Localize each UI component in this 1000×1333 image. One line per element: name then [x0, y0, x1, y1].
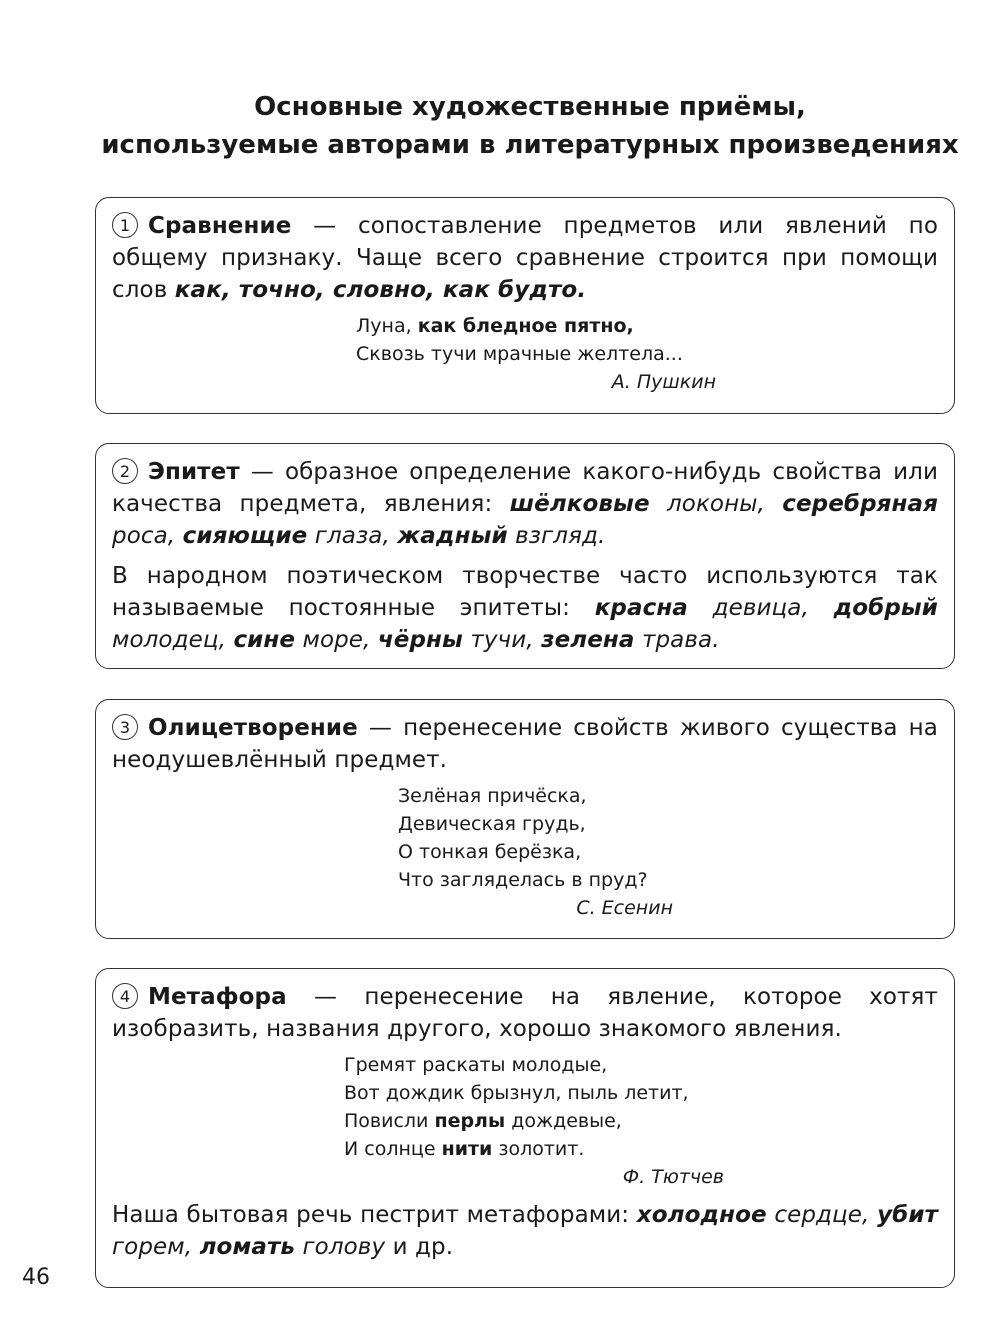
poem-line: Гремят раскаты молодые,	[344, 1054, 608, 1076]
term-comparison: Сравнение	[148, 213, 292, 239]
section-epithet	[95, 443, 955, 669]
title-line-2: используемые авторами в литературных произведениях	[101, 130, 959, 160]
poem-author: С. Есенин	[576, 897, 673, 919]
poem-line: Вот дождик брызнул, пыль летит,	[344, 1082, 689, 1104]
poem-line: Девическая грудь,	[398, 813, 586, 835]
poem-line: Повисли перлы дождевые,	[344, 1110, 622, 1132]
poem-line: Зелёная причёска,	[398, 785, 587, 807]
epithet-folk-paragraph: В народном поэтическом творчестве часто используются так называемые постоянные эпитеты: красна девица, добрый молодец, сине море, чёрны тучи, зелена трава.	[112, 563, 938, 653]
comparison-words: как, точно, словно, как будто.	[174, 277, 587, 303]
title-line-1: Основные художественные приёмы,	[254, 92, 806, 122]
term-personification: Олицетворение	[148, 715, 358, 741]
comparison-text: — сопоставление предметов или явлений по общему признаку. Чаще всего сравнение строится при помощи слов	[112, 213, 938, 303]
personification-definition: 3 Олицетворение — перенесение свойств живого существа на неодушевлённый предмет.	[112, 715, 938, 773]
section-comparison	[95, 197, 955, 414]
section-number-3: 3	[112, 714, 138, 740]
term-epithet: Эпитет	[148, 459, 240, 485]
comparison-definition	[112, 210, 938, 306]
section-metaphor	[95, 968, 955, 1288]
poem-pushkin	[356, 312, 716, 396]
metaphor-everyday-paragraph: Наша бытовая речь пестрит метафорами: холодное сердце, убит горем, ломать голову и др.	[112, 1202, 938, 1260]
poem-tyutchev	[344, 1051, 724, 1191]
poem-author: А. Пушкин	[611, 371, 716, 393]
section-number-2: 2	[112, 458, 138, 484]
poem-esenin	[398, 782, 673, 922]
section-number-1: 1	[112, 212, 138, 238]
poem-line: Сквозь тучи мрачные желтела...	[356, 343, 683, 365]
poem-line: Луна, как бледное пятно,	[356, 315, 634, 337]
epithet-definition: 2 Эпитет — образное определение какого-нибудь свойства или качества предмета, явления: шёлковые локоны, серебряная роса, сияющие глаза, жадный взгляд.	[112, 459, 938, 549]
page-title	[60, 88, 1000, 164]
section-personification	[95, 699, 955, 939]
poem-author: Ф. Тютчев	[622, 1166, 724, 1188]
poem-line: И солнце нити золотит.	[344, 1138, 585, 1160]
page-number: 46	[22, 1265, 50, 1290]
metaphor-definition: 4 Метафора — перенесение на явление, которое хотят изобразить, названия другого, хорошо знакомого явления.	[112, 984, 938, 1042]
term-metaphor: Метафора	[148, 984, 287, 1010]
poem-line: О тонкая берёзка,	[398, 841, 582, 863]
poem-line: Что загляделась в пруд?	[398, 869, 648, 891]
section-number-4: 4	[112, 983, 138, 1009]
